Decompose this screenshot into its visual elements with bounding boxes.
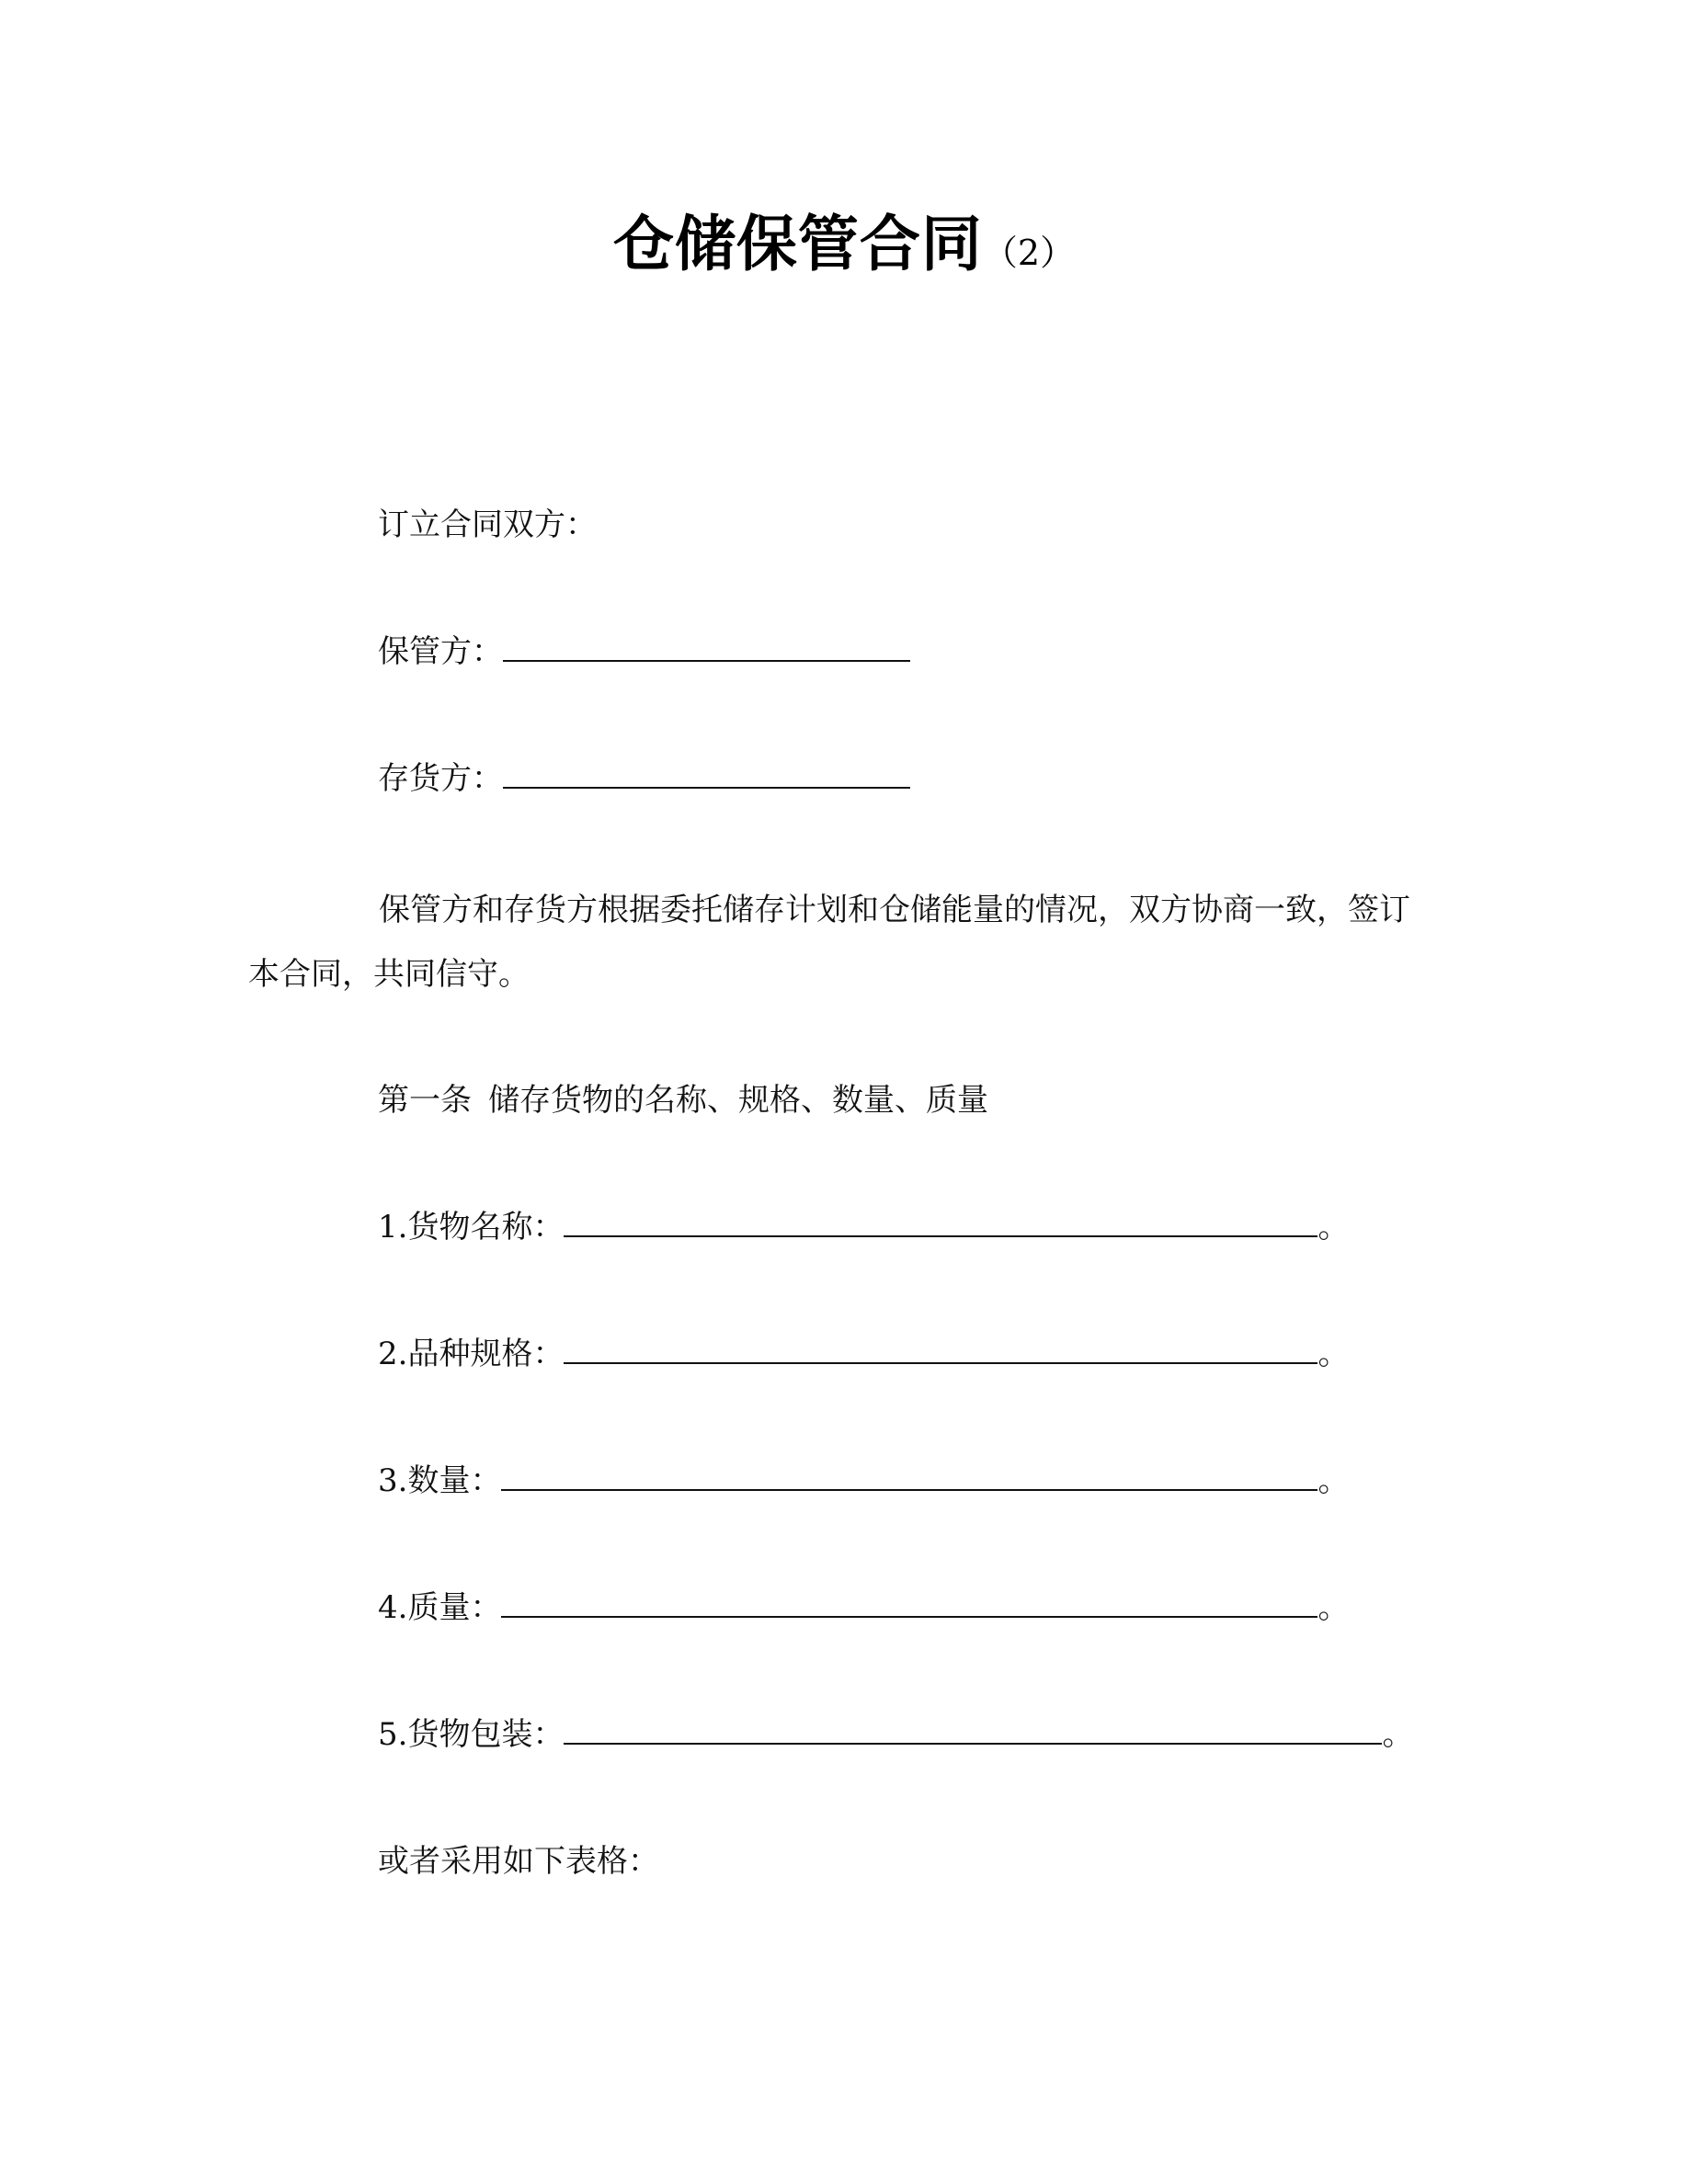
item-end: 。	[1317, 1589, 1350, 1626]
packaging-blank[interactable]	[564, 1715, 1382, 1745]
item-label: 3.数量：	[378, 1462, 502, 1499]
spec-blank[interactable]	[564, 1335, 1317, 1364]
table-intro: 或者采用如下表格：	[378, 1843, 659, 1880]
document-title	[0, 195, 1688, 282]
item-packaging	[378, 1713, 1413, 1756]
item-label: 4.质量：	[378, 1589, 502, 1626]
item-goods-name	[378, 1206, 1349, 1248]
item-end: 。	[1317, 1336, 1350, 1372]
item-quality	[378, 1587, 1349, 1629]
item-end: 。	[1317, 1209, 1350, 1246]
depositor-blank[interactable]	[503, 759, 910, 789]
title-suffix: （2）	[982, 233, 1076, 273]
item-label: 5.货物包装：	[378, 1716, 565, 1753]
item-label: 1.货物名称：	[378, 1209, 565, 1246]
quality-blank[interactable]	[501, 1588, 1317, 1618]
quantity-blank[interactable]	[501, 1462, 1317, 1491]
article-1-heading	[378, 1079, 988, 1121]
depositor-line	[378, 757, 910, 800]
item-spec	[378, 1333, 1349, 1375]
article-1-number: 第一条	[378, 1082, 472, 1119]
item-end: 。	[1382, 1716, 1414, 1753]
intro-line: 订立合同双方：	[378, 506, 597, 543]
keeper-blank[interactable]	[503, 632, 910, 662]
item-label: 2.品种规格：	[378, 1336, 565, 1372]
article-1-title: 储存货物的名称、规格、数量、质量	[488, 1082, 988, 1119]
title-main: 仓储保管合同	[612, 209, 983, 279]
preamble-paragraph: 保管方和存货方根据委托储存计划和仓储能量的情况，双方协商一致，签订本合同，共同信守。	[248, 892, 1410, 993]
keeper-line	[378, 631, 910, 673]
keeper-label: 保管方：	[378, 633, 503, 670]
item-quantity	[378, 1460, 1349, 1502]
item-end: 。	[1317, 1462, 1350, 1499]
depositor-label: 存货方：	[378, 760, 503, 797]
goods-name-blank[interactable]	[564, 1208, 1317, 1237]
